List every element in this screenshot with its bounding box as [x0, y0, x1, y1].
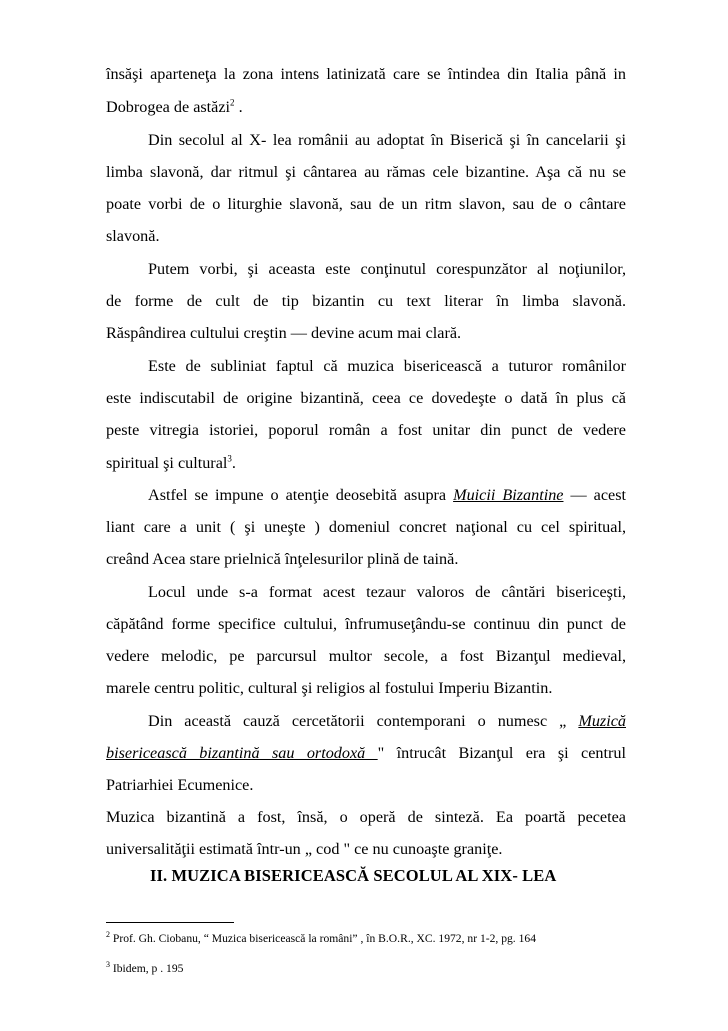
text-line — [148, 485, 626, 505]
text-segment: . — [234, 98, 243, 116]
text-line: liant care a unit ( şi uneşte ) domeniul concret naţional cu cel spiritual, — [106, 518, 626, 536]
footnote — [106, 962, 183, 975]
text-line — [106, 453, 626, 473]
footnote-ref: 2 — [230, 97, 235, 108]
text-line: Din secolul al X- lea românii au adoptat în Biserică şi în cancelarii şi — [148, 131, 626, 149]
text-segment: spiritual şi cultural — [106, 454, 228, 472]
text-line — [106, 97, 626, 117]
footnote-number: 3 — [106, 960, 110, 970]
text-segment: Astfel se impune o atenţie deosebită asupra — [148, 486, 454, 504]
text-line: vedere melodic, pe parcursul multor secole, a fost Bizanţul medieval, — [106, 647, 626, 665]
text-line: Este de subliniat faptul că muzica bisericească a tuturor românilor — [148, 357, 626, 375]
text-line: limba slavonă, dar ritmul şi cântarea au rămas cele bizantine. Aşa că nu se — [106, 163, 626, 181]
text-line: marele centru politic, cultural şi religios al fostului Imperiu Bizantin. — [106, 679, 553, 697]
text-segment: " întrucât Bizanţul era şi centrul — [377, 744, 626, 762]
text-line: peste vitregia istoriei, poporul român a fost unitar din punct de vedere — [106, 421, 626, 439]
text-line: universalităţii estimată într-un „ cod " ce nu cunoaşte graniţe. — [106, 840, 503, 858]
footnote-text: Ibidem, p . 195 — [110, 962, 184, 975]
text-line — [106, 743, 626, 763]
section-heading: II. MUZICA BISERICEASCĂ SECOLUL AL XIX- LEA — [150, 866, 557, 885]
text-line: Patriarhiei Ecumenice. — [106, 776, 254, 794]
footnote-number: 2 — [106, 930, 110, 940]
emphasis-text: Muzică — [578, 712, 626, 730]
text-segment: — acest — [563, 486, 626, 504]
text-line: creând Acea stare prielnică înţelesurilor plină de taină. — [106, 550, 459, 568]
text-line — [148, 711, 626, 731]
text-segment: . — [231, 454, 236, 472]
text-line: este indiscutabil de origine bizantină, ceea ce dovedeşte o dată în plus că — [106, 389, 626, 407]
text-line: Răspândirea cultului creştin — devine acum mai clară. — [106, 324, 462, 342]
text-line: poate vorbi de o liturghie slavonă, sau de un ritm slavon, sau de o cântare — [106, 195, 626, 213]
text-segment: Dobrogea de astăzi — [106, 98, 231, 116]
text-line: însăşi aparteneţa la zona intens latinizată care se întindea din Italia până in — [106, 65, 626, 83]
text-line: de forme de cult de tip bizantin cu text literar în limba slavonă. — [106, 292, 626, 310]
text-line: căpătând forme specifice cultului, înfrumuseţându-se continuu din punct de — [106, 615, 626, 633]
text-segment: Din această cauză cercetătorii contemporani o numesc „ — [148, 712, 579, 730]
emphasis-text: bisericească bizantină sau ortodoxă — [106, 744, 378, 762]
footnote-text: Prof. Gh. Ciobanu, “ Muzica bisericească la români” , în B.O.R., XC. 1972, nr 1-2, pg. 164 — [110, 932, 536, 945]
text-line: slavonă. — [106, 227, 160, 245]
text-line: Putem vorbi, şi aceasta este conţinutul corespunzător al noţiunilor, — [148, 260, 626, 278]
footnote-divider — [106, 922, 234, 923]
text-line: Muzica bizantină a fost, însă, o operă de sinteză. Ea poartă pecetea — [106, 808, 626, 826]
footnote-ref: 3 — [227, 453, 232, 464]
footnote — [106, 932, 536, 945]
text-line: Locul unde s-a format acest tezaur valoros de cântări bisericeşti, — [148, 583, 626, 601]
emphasis-text: Muicii Bizantine — [453, 486, 564, 504]
